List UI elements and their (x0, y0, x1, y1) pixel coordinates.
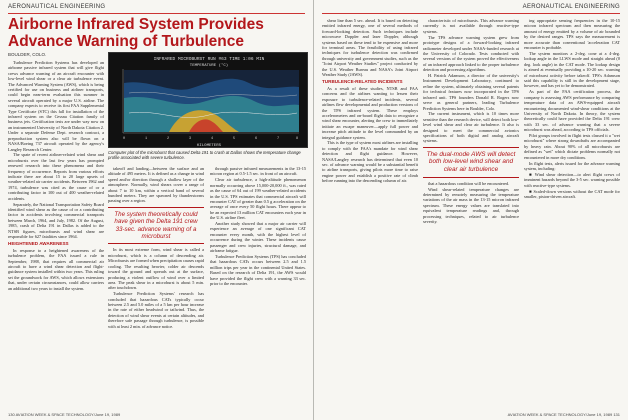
plot-svg (109, 53, 309, 149)
paragraph: Clear air turbulence, a high-altitude phenomenon normally occurring above 15,000-20,000 ft., was rated as the cause of 64 out of 199 weather-related accidents in the U.S. TPS estimates that commercial aircraft will encounter CAT of greater than 0.5 g acceleration on the average of once every 50 flight hours. There appear to be an expected 13 million CAT encounters each year in the U.S. airline fleet. (210, 177, 306, 221)
x-tick-labels (123, 137, 298, 141)
plot-subtitle: TEMPERATURE (°C) (189, 64, 229, 68)
paragraph: Another study showed that a major air carrier will experience an average of one significant CAT encounter every month, with the highest level of occurrence during the winter. These incidents cause passenger and crew injuries, structural damage, and airframe fatigue. (210, 221, 306, 254)
x-tick-label: 2 (166, 137, 170, 141)
paragraph: shear line than 5 sec. ahead. It is based on detecting emitted infrared energy, one of several methods of forward-looking detection. Such techniques include microwave Doppler and laser Doppler, although systems based on these tend to be expensive and more for terminal areas. The feasibility of using infrared techniques for turbulence detection was confirmed through university and government studies, such as the "Joint Airport Weather Studies" project conducted by the U.S. Weather Bureau and NASA's Joint Airport Weather Study (JAWS). (322, 18, 418, 78)
header-rule (8, 13, 305, 14)
column-1 (322, 18, 418, 408)
right-page (314, 0, 628, 420)
paragraph: ing appropriate sensing frequencies in the 10-15 micron infrared spectrum and then measuring the amount of energy emitted by a volume of air bounded by the desired ranges. TPS says the measurement is more accurate than conventional 'acceleration CAT encounter is probable. (524, 18, 620, 51)
paragraph: The current instrument, which is 10 times more sensitive than the research device, will detect both low-level wind shear and clear air turbulence. It also is designed to meet the commercial avionics specifications of both digital and analog aircraft systems. (423, 111, 519, 144)
column-2 (423, 18, 519, 408)
subheading: TURBULENCE-RELATED INCIDENTS (322, 79, 403, 85)
paragraph: Separately, the National Transportation Safety Board identified wind shear as the cause of or a contributing factor in accidents involving commercial transports between March, 1964, and July, 1982. Of the August, 1985, crash of Delta 191 in Dallas is added to the NTSB figures, microbursts and wind shear are responsible for 627 fatalities since 1964. (8, 201, 104, 239)
subheading: HEIGHTENED AWARENESS (8, 241, 69, 247)
paragraph: H. Patrick Adamson, a director of the university's Instrument Development Laboratory, continued to refine the system, ultimately obtaining several patents for technical features now incorporated in the TPS infrared unit. TPS founders Donald R. Rogers now serve as general partners, leading Turbulence Prediction Systems here in Boulder, Colo. (423, 73, 519, 111)
x-tick-label: 8 (295, 137, 299, 141)
paragraph: As a result of these studies, NTSB and FAA concerns and the airlines wanting to lessen their exposure to turbulence-related incidents, several airlines flew developmental and production versions of the TPS infrared system. These employs accelerometers and on-board flight data to recognize a wind shear encounter, alerting the crew to immediately initiate an escape maneuver—apply full power and increase pitch attitude to the level commanded by an integral guidance system. (322, 85, 418, 140)
x-axis-label: KILOMETERS (196, 144, 222, 148)
paragraph: Pilot groups involved in flight tests classed it a "wet microburst" where strong downdrafts are accompanied by heavy rain. About 90% of all microbursts are defined as "wet" which dictate problems normally not encountered in more dry conditions. (524, 133, 620, 160)
figure-caption: Computer plot of the microburst that caused Delta 191 to crash at Dallas shows the temperature change profile associated with severe turbulence. (108, 150, 301, 160)
section-header: AERONAUTICAL ENGINEERING (522, 4, 620, 10)
column-1 (8, 60, 104, 408)
x-tick-label: 5 (232, 137, 236, 141)
paragraph: In flight tests, alerts issued for the advance warning system, including: (524, 160, 620, 171)
header-rule (322, 13, 620, 14)
column-3 (524, 18, 620, 408)
x-tick-label: 7 (276, 137, 280, 141)
temperature-field (124, 70, 299, 132)
column-3 (210, 166, 306, 408)
pull-quote: The dual-mode AWS will detect both low-level wind shear and clear air turbulence (423, 147, 519, 178)
paragraph: This is the type of system most airlines are installing to comply with the FAA's mandate for wind shear detection and flight guidance. However, NASA/Langley research has determined that even 10 sec. of advance warning would be a substantial benefit to airline transports, giving pilots more time to raise engine power and establish a positive rate of climb before running into the descending column of air. (322, 140, 418, 184)
bullet-item: ■ Scaled-down versions without the CAT mode for smaller, piston-driven aircraft. (524, 188, 620, 199)
paragraph: Turbulence Prediction Systems' research has concluded that hazardous CATs typically occur between 2.5 and 5.0 miles of a 5 km per hour increase in the rate of either headwind or tailwind. Thus, the detection of wind shear events at certain altitudes, and therefore safe passage through turbulence, is possible with at least 2 min. of advance notice. (108, 291, 204, 329)
paragraph: As part of the FAA certification process, the company is assessing AWS performance by comparing temperature data of an AWS-equipped aircraft encountering documented wind-shear conditions at the University of North Dakota. In theory, the system theoretically could have provided the Delta 191 crew with 33 sec. of advance warning that a severe microburst was ahead, according to TPS officials. (524, 89, 620, 133)
section-header: AERONAUTICAL ENGINEERING (8, 4, 106, 10)
byline: BOULDER, COLO. (8, 52, 47, 57)
pull-quote: The system theoretically could have given the Delta 191 crew 33-sec. advance warning of a microburst (108, 207, 204, 245)
paragraph: In its most extreme form, wind shear is called a microburst, which is a column of descending air. Microbursts are formed when precipitation causes rapid cooling. The resulting heavier, colder air descends toward the ground and spreads out at the surface, producing a violent outflow of wind over a limited area. The peak shear in a microburst is about 5 min. after touchdown. (108, 247, 204, 291)
page-footer: AVIATION WEEK & SPACE TECHNOLOGY/June 19, 1989 131 (507, 412, 620, 417)
headline-line-2: Advance Warning of Turbulence (8, 33, 244, 50)
microburst-temperature-plot (108, 52, 308, 148)
paragraph: The spate of recent airliner-related wind shear and microbursts over the last few years has prompted renewed research into these phenomena and their frequency of occurrence. Reports from various efforts indicate there are about 15 to 20 large upsets of weather-related air carrier accidents. Between 1962 and 1974, turbulence was cited as the cause of or a contributing factor in 100 out of 400 weather-related accidents. (8, 152, 104, 201)
page-footer: 130 AVIATION WEEK & SPACE TECHNOLOGY/June 19, 1989 (8, 412, 121, 417)
paragraph: The TPS advance warning system grew from prototype designs of a forward-looking infrared radiometer developed under NASA-funded research at the University of Colorado. Tests conducted with several versions of the system proved the effectiveness of an infrared approach linked to the proper turbulence detection and processing algorithms. (423, 34, 519, 73)
paragraph: Wind shear-related temperature changes are determined by remotely measuring the temperature variations of the air mass in the 13-15 micron infrared spectrum. These energy values are translated into equivalent temperature readings and, through processing techniques, related to air turbulence severity. (423, 186, 519, 224)
paragraph: In response to a heightened awareness of the turbulence problem, the FAA issued a rule in September, 1988, that requires all commercial air aircraft to have a wind shear detection and flight-guidance system installed within two years. This ruling set the groundwork for AWS, which allows extensions that, under certain circumstances, could allow carriers an additional two years to install the system. (8, 247, 104, 291)
article-headline (8, 16, 298, 50)
x-tick-label: 0 (122, 137, 126, 141)
x-tick-label: 6 (254, 137, 258, 141)
headline-line-1: Airborne Infrared System Provides (8, 16, 264, 33)
paragraph: through passive infrared measurements in the 13-15 micron region at 0.5-1.5 sec. in front of an aircraft. (210, 166, 306, 177)
x-tick-label: 3 (188, 137, 192, 141)
bullet-item: ■ Wind shear detection—to alert flight crews of imminent hazards beyond the 3-5 sec. warning possible with reactive-type systems. (524, 171, 620, 188)
paragraph: takeoff and landing—between the surface and an altitude of 495 meters. It is defined as a change in wind speed and/or direction through a shallow layer of the atmosphere. Normally, wind shears cover a range of about 7 to 10 km, within a vertical band of several hundred meters. They are spawned by thunderstorms passing over a region. (108, 166, 204, 204)
x-tick-label: 4 (210, 137, 214, 141)
column-2 (108, 166, 204, 408)
paragraph: Turbulence Prediction Systems has developed an airborne passive infrared system that will give flight crews advance warning of an aircraft encounter with low-level wind shear or a clear air turbulence event. The Advanced Warning System (AWS), which is being certified for use on business and airliner transports, could begin near-term evaluation this summer in several aircraft operated by a major U.S. airline. The company expects to receive its first FAA Supplemental Type Certificate (STC) this fall for installation of the infrared system on the Cessna Citation family of business jets. Certification tests are under way now on an instrumented University of North Dakota Citation 2. Under a separate Defense Dept. research contract, a preproduction system also will be flown on a NASA/Boeing 737 aircraft operated by the agency's Langley Research Center. (8, 60, 104, 152)
plot-title: INFRARED MICROBURST RUN #63 TIME 1:06 MIN (153, 57, 265, 62)
paragraph: The system monitors a 2-deg. cone at a 4-deg. lookup angle in the LLWS mode and straight ahead (0 deg. look angle) in the CAT mode. The lookup design is aimed at eventually providing a 10-20 sec. warning of microburst activity before takeoff. TPS's Adamson said this capability is still in the development stage, however, and has yet to be demonstrated. (524, 50, 620, 89)
x-tick-label: 1 (144, 137, 148, 141)
paragraph: that a hazardous condition will be encountered. (428, 180, 510, 186)
paragraph: characteristic of microbursts. This advance warning currently is not available through reactive-type systems. (423, 18, 519, 34)
paragraph: Turbulence Prediction Systems (TPS) has concluded that hazardous CATs occurs between 2.5 and 1.5 million trips per year in the continental United States. Based on the research of Delta 191, the AWS would have provided the flight crew with a warning 33 sec. prior to the encounter. (210, 254, 306, 287)
